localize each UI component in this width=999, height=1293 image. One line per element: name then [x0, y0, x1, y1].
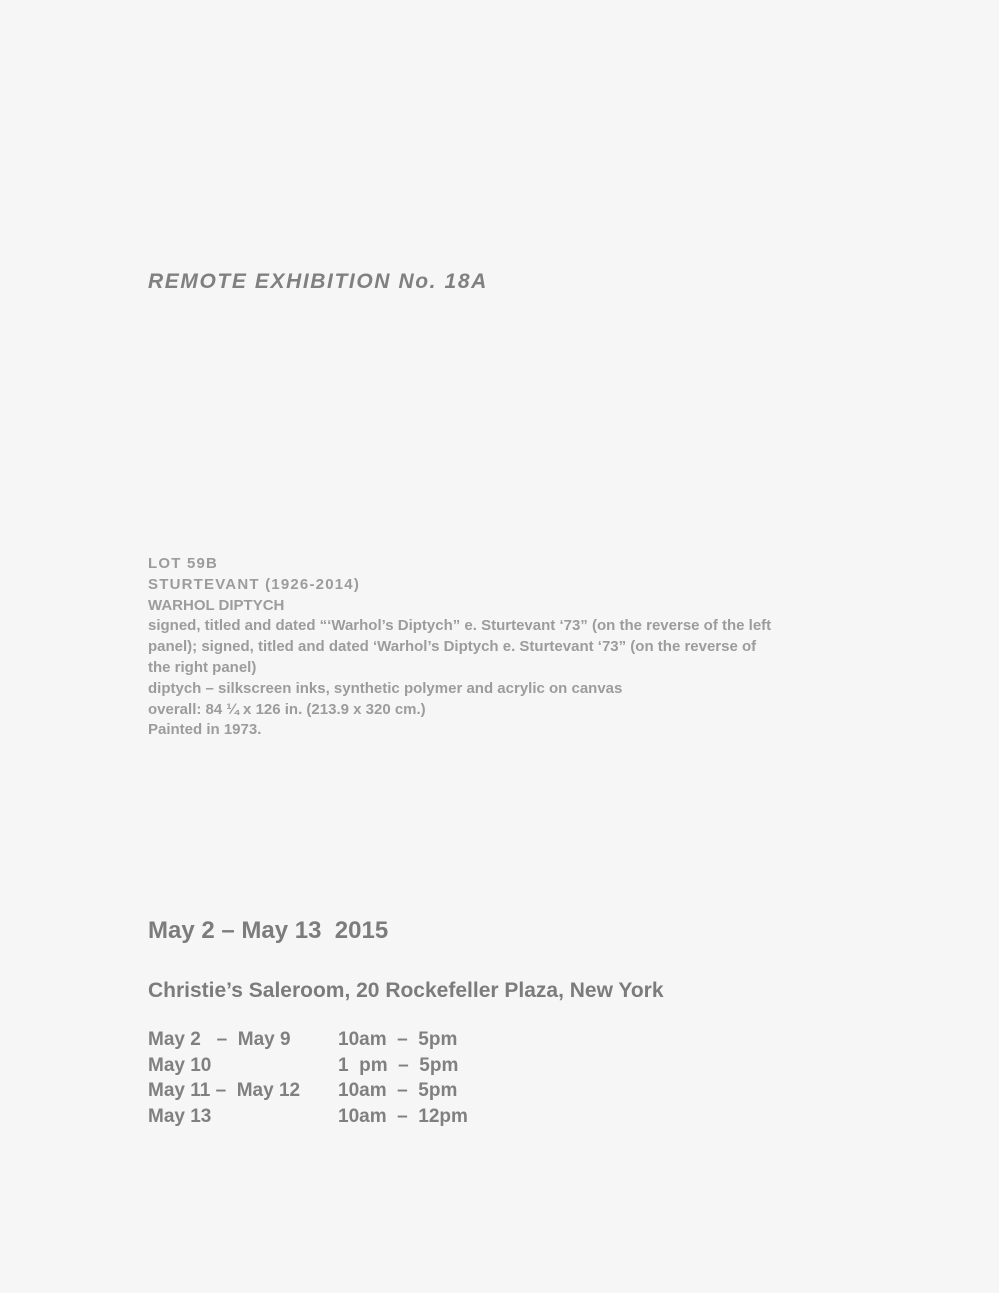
- medium: diptych – silkscreen inks, synthetic polymer and acrylic on canvas: [148, 679, 623, 697]
- lot-details: [148, 554, 868, 741]
- artist-name: STURTEVANT (1926-2014): [148, 575, 361, 593]
- schedule-hours: 10am – 5pm: [338, 1080, 458, 1101]
- schedule-row: [148, 1078, 468, 1104]
- inscription-line-1: signed, titled and dated “‘Warhol’s Diptych” e. Sturtevant ‘73” (on the reverse of the left: [148, 617, 772, 635]
- venue-address: Christie’s Saleroom, 20 Rockefeller Plaza, New York: [148, 979, 664, 1002]
- lot-number: LOT 59B: [148, 555, 219, 572]
- viewing-schedule: [148, 1027, 468, 1129]
- schedule-days: May 11 – May 12: [148, 1080, 301, 1101]
- schedule-days: May 2 – May 9: [148, 1029, 291, 1050]
- schedule-hours: 10am – 12pm: [338, 1105, 468, 1127]
- schedule-row: [148, 1104, 468, 1130]
- dimensions: overall: 84 ¼ x 126 in. (213.9 x 320 cm.): [148, 700, 426, 718]
- inscription-line-2: panel); signed, titled and dated ‘Warhol’s Diptych e. Sturtevant ‘73” (on the reverse of: [148, 638, 757, 656]
- page-title: REMOTE EXHIBITION No. 18A: [148, 270, 488, 293]
- date-painted: Painted in 1973.: [148, 721, 262, 739]
- schedule-row: [148, 1053, 468, 1079]
- schedule-hours: 10am – 5pm: [338, 1029, 458, 1050]
- schedule-days: May 13: [148, 1105, 212, 1127]
- inscription-line-3: the right panel): [148, 658, 257, 676]
- schedule-hours: 1 pm – 5pm: [338, 1054, 459, 1076]
- exhibition-date-range: May 2 – May 13 2015: [148, 917, 389, 944]
- work-title: WARHOL DIPTYCH: [148, 596, 285, 614]
- schedule-days: May 10: [148, 1054, 212, 1076]
- schedule-row: [148, 1027, 468, 1053]
